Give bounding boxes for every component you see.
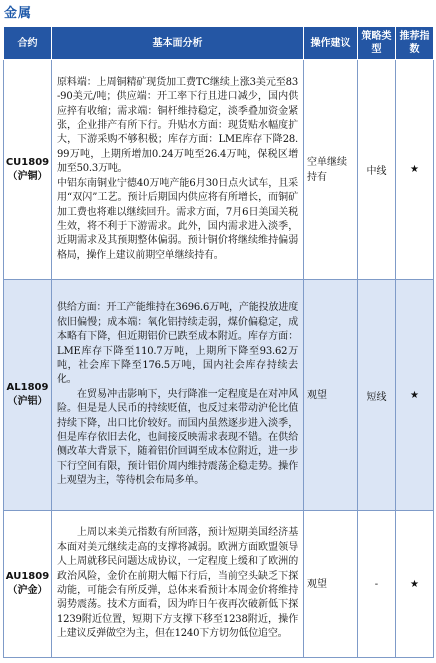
table-header [4, 27, 434, 60]
contract-name: （沪铜） [7, 170, 48, 182]
strategy-cell: - [358, 511, 396, 658]
rating-star-icon: ★ [396, 280, 434, 511]
analysis-paragraph: 中铝东南铜业宁德40万吨产能6月30日点火试车，且采用“双闪”工艺。预计后期国内供应将有所增长，而铜矿加工费也将难以继续回升。需求方面，7月6日美国关税生效，将不利于下游需求。此外，国内需求进入淡季，近期需求及其预期整体偏弱。预计铜价将继续维持偏弱格局，操作上建议前期空单继续持有。 [57, 177, 298, 261]
contract-cell [4, 60, 52, 280]
rating-star-icon: ★ [396, 60, 434, 280]
table-row-al [4, 280, 434, 511]
analysis-paragraph: 原料端：上周铜精矿现货加工费TC继续上涨3美元至83-90美元/吨；供应端：开工率下行且进口减少，国内供应捽有收缩；需求端：铜杆维持稳定，淡季叠加资金紧张，企业排产有所下行。升贴水方面：现货贴水幅度扩大，下游采购不够积极；库存方面：LME库存下降28.99万吨，上期所增加0.24万吨至26.4万吨，保税区增加至50.3万吨。 [57, 76, 298, 175]
contract-code: CU1809 [5, 156, 50, 168]
analysis-cell [52, 60, 304, 280]
contract-cell [4, 280, 52, 511]
header-analysis: 基本面分析 [52, 27, 304, 60]
contract-cell [4, 511, 52, 658]
metals-table [3, 26, 434, 658]
analysis-paragraph: 在贸易冲击影响下，央行降准一定程度是在对冲风险。但是是人民币的持续贬值，也反过来带动沪伦比值持续下降，出口比价较好。而国内虽然逐步进入淡季，但是库存依旧去化，也间接反映需求表现不错。在供给侧改革大背景下，随着铝价回调至成本位附近，进一步下行空间有限，预计铝价周内维持震荡企稳走势。操作上观望为主，等待机会布局多单。 [57, 388, 298, 487]
contract-code: AU1809 [5, 571, 50, 582]
header-strategy: 策略类型 [358, 27, 396, 60]
header-rating: 推荐指数 [396, 27, 434, 60]
analysis-paragraph: 供给方面：开工产能维持在3696.6万吨，产能投放进度依旧偏慢；成本端：氧化铝持续走弱，煤价偏稳定，成本略有下降，但近期铝价已跌至成本附近。库存方面：LME库存下降至110.7万吨，上期所下降至93.62万吨，社会库下降至176.5万吨，国内社会库存持续去化。 [57, 302, 298, 386]
section-title: 金属 [4, 6, 33, 21]
header-advice: 操作建议 [304, 27, 358, 60]
analysis-cell [52, 511, 304, 658]
header-contract: 合约 [4, 27, 52, 60]
advice-cell: 观望 [304, 280, 358, 511]
strategy-cell: 中线 [358, 60, 396, 280]
analysis-cell [52, 280, 304, 511]
advice-cell: 空单继续持有 [304, 60, 358, 280]
contract-code: AL1809 [6, 382, 49, 393]
advice-cell: 观望 [304, 511, 358, 658]
strategy-cell: 短线 [358, 280, 396, 511]
table-row-au [4, 511, 434, 658]
analysis-paragraph: 上周以来美元指数有所回落，预计短期美国经济基本面对美元继续走高的支撑将减弱。欧洲方面欧盟领导人上周就移民问题达成协议，一定程度上缓和了欧洲的政治风险，金价在前期大幅下行后，当前空头缺乏下探动能，可能会有所反弹，总体来看预计本周金价将维持弱势震荡。技术方面看，因为昨日午夜再次破新低下探1239附近位置，短期下方支撑下移至1238附近，操作上建议反弹做空为主，但在1240下方切勿低位追空。 [57, 527, 298, 640]
rating-star-icon: ★ [396, 511, 434, 658]
table-row-cu [4, 60, 434, 280]
contract-name: （沪金） [7, 585, 48, 596]
contract-name: （沪铝） [7, 396, 48, 407]
